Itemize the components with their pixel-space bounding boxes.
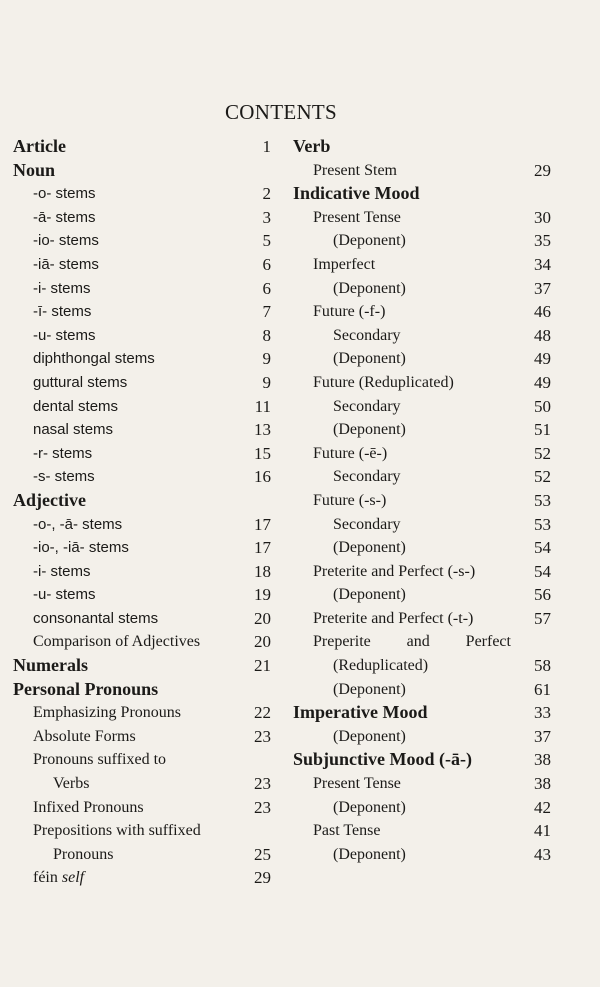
toc-page-number: 6: [262, 254, 271, 274]
toc-entry: [13, 583, 271, 607]
toc-entry-label: Preterite and Perfect (-s-): [313, 562, 476, 580]
toc-entry: [293, 725, 551, 749]
toc-entry-label: Personal Pronouns: [13, 678, 159, 699]
toc-page-number: 9: [262, 372, 271, 392]
toc-entry-label: Past Tense: [313, 822, 381, 840]
toc-heading: [293, 748, 551, 772]
toc-entry-label: -i- stems: [33, 279, 91, 297]
toc-heading: [13, 159, 271, 183]
toc-entry-label: (Deponent): [333, 232, 406, 250]
toc-entry-label: -iā- stems: [33, 255, 99, 273]
toc-page-number: 43: [534, 844, 551, 864]
toc-page-number: 3: [262, 207, 271, 227]
toc-page-number: 53: [534, 490, 551, 510]
toc-page-number: 49: [534, 349, 551, 369]
toc-page-number: 17: [254, 538, 271, 558]
toc-entry: [293, 583, 551, 607]
toc-page-number: 29: [254, 868, 271, 888]
toc-page-number: 7: [262, 302, 271, 322]
toc-entry: [13, 465, 271, 489]
toc-page-number: 58: [534, 656, 551, 676]
toc-entry-label: Pronouns: [53, 845, 114, 863]
toc-heading: [293, 182, 551, 206]
toc-entry-label: Secondary: [333, 515, 401, 533]
toc-entry-label: -io-, -iā- stems: [33, 539, 129, 557]
toc-entry: [13, 418, 271, 442]
toc-page-number: 34: [534, 254, 551, 274]
toc-page-number: 50: [534, 396, 551, 416]
toc-entry-label: Preterite and Perfect (-t-): [313, 609, 474, 627]
toc-entry: [13, 866, 271, 890]
toc-entry: [13, 513, 271, 537]
toc-entry-label: Preperite and Perfect: [313, 633, 511, 651]
toc-entry: [13, 536, 271, 560]
toc-entry-label: féin self: [33, 869, 85, 887]
toc-entry-label: (Deponent): [333, 421, 406, 439]
toc-entry: [293, 229, 551, 253]
toc-entry-label: Article: [13, 136, 66, 156]
toc-entry: [13, 442, 271, 466]
toc-entry-label: Absolute Forms: [33, 727, 136, 745]
toc-entry-label: -io- stems: [33, 232, 99, 250]
toc-page-number: 23: [254, 774, 271, 794]
toc-page-number: 6: [262, 278, 271, 298]
toc-entry-label: -ā- stems: [33, 208, 96, 226]
toc-entry-label: Numerals: [13, 655, 88, 676]
toc-entry-label: diphthongal stems: [33, 350, 155, 368]
toc-entry: [293, 654, 551, 678]
toc-entry: [293, 395, 551, 419]
toc-entry: [13, 300, 271, 324]
toc-entry-label: Future (-f-): [313, 303, 386, 321]
toc-page-number: 52: [534, 443, 551, 463]
toc-entry-label: consonantal stems: [33, 609, 159, 627]
toc-entry: [293, 607, 551, 631]
toc-entry-label: Noun: [13, 159, 56, 180]
toc-entry: [13, 796, 271, 820]
toc-entry-label: Verb: [293, 136, 331, 156]
toc-page-number: 21: [254, 656, 271, 676]
toc-entry: [13, 277, 271, 301]
toc-entry-label: Subjunctive Mood (-ā-): [293, 749, 472, 770]
toc-page-number: 42: [534, 797, 551, 817]
toc-entry-label: (Deponent): [333, 279, 406, 297]
toc-entry-label: (Deponent): [333, 727, 406, 745]
toc-entry: [13, 253, 271, 277]
toc-entry-label: (Deponent): [333, 845, 406, 863]
toc-entry: [13, 371, 271, 395]
toc-page-number: 38: [534, 750, 551, 770]
toc-entry-label: Infixed Pronouns: [33, 798, 144, 816]
toc-entry: [293, 796, 551, 820]
contents-column-left: [13, 135, 271, 890]
toc-entry-label: -s- stems: [33, 468, 95, 486]
toc-page-number: 57: [534, 608, 551, 628]
toc-entry: [293, 277, 551, 301]
toc-entry-label: Future (Reduplicated): [313, 373, 454, 391]
toc-entry-label: Pronouns suffixed to: [33, 751, 167, 769]
toc-entry: [13, 560, 271, 584]
toc-entry: [13, 725, 271, 749]
toc-entry: [293, 206, 551, 230]
toc-page-number: 23: [254, 797, 271, 817]
toc-page-number: 13: [254, 420, 271, 440]
toc-entry: [293, 560, 551, 584]
toc-entry: [13, 607, 271, 631]
toc-heading: [13, 489, 271, 513]
toc-entry: [293, 324, 551, 348]
toc-entry-label: nasal stems: [33, 421, 114, 439]
toc-page-number: 1: [262, 137, 271, 156]
toc-entry: [293, 159, 551, 183]
toc-entry: [293, 513, 551, 537]
toc-page-number: 56: [534, 585, 551, 605]
toc-entry: [13, 843, 271, 867]
toc-page-number: 30: [534, 207, 551, 227]
toc-entry-label: Present Stem: [313, 161, 397, 179]
toc-page-number: 11: [254, 396, 271, 416]
toc-page-number: 53: [534, 514, 551, 534]
toc-page-number: 46: [534, 302, 551, 322]
toc-entry-label: dental stems: [33, 397, 119, 415]
toc-entry-label: Secondary: [333, 468, 401, 486]
toc-entry: [293, 347, 551, 371]
toc-entry: [13, 229, 271, 253]
toc-page-number: 17: [254, 514, 271, 534]
toc-page-number: 5: [262, 231, 271, 251]
toc-entry: [293, 678, 551, 702]
toc-page-number: 54: [534, 538, 551, 558]
toc-entry-label: -u- stems: [33, 586, 96, 604]
toc-entry-label: Emphasizing Pronouns: [33, 704, 181, 722]
toc-page-number: 18: [254, 561, 271, 581]
toc-entry-label: Imperfect: [313, 255, 376, 273]
toc-page-number: 48: [534, 325, 551, 345]
toc-entry: [13, 701, 271, 725]
toc-entry-label: Secondary: [333, 397, 401, 415]
toc-heading: [13, 678, 271, 702]
toc-entry: [293, 465, 551, 489]
toc-entry-label: -i- stems: [33, 562, 91, 580]
toc-heading: [13, 654, 271, 678]
toc-entry: [293, 371, 551, 395]
toc-entry: [293, 300, 551, 324]
toc-page-number: 16: [254, 467, 271, 487]
toc-entry: [13, 206, 271, 230]
toc-page-number: 15: [254, 443, 271, 463]
toc-page-number: 2: [262, 184, 271, 204]
toc-page-number: 37: [534, 278, 551, 298]
page-title: CONTENTS: [224, 100, 338, 124]
toc-entry: [293, 772, 551, 796]
toc-page-number: 41: [534, 821, 551, 841]
toc-entry: [13, 347, 271, 371]
toc-entry-label: Present Tense: [313, 208, 401, 226]
toc-entry-label: Adjective: [13, 489, 86, 510]
toc-page-number: 25: [254, 844, 271, 864]
toc-page-number: 20: [254, 608, 271, 628]
toc-entry: [13, 772, 271, 796]
toc-entry: [293, 489, 551, 513]
toc-page-number: 54: [534, 561, 551, 581]
toc-page-number: 33: [534, 703, 551, 723]
toc-entry: [293, 536, 551, 560]
toc-page-number: 52: [534, 467, 551, 487]
toc-entry-label: guttural stems: [33, 373, 128, 391]
toc-entry: [13, 819, 271, 843]
toc-entry: [293, 819, 551, 843]
toc-entry: [293, 442, 551, 466]
toc-entry-label: Present Tense: [313, 775, 401, 793]
toc-page-number: 8: [262, 325, 271, 345]
toc-page-number: 23: [254, 726, 271, 746]
toc-heading: [293, 135, 551, 159]
toc-page-number: 61: [534, 679, 551, 699]
toc-heading: [13, 135, 271, 159]
toc-entry: [13, 395, 271, 419]
toc-page-number: 19: [254, 585, 271, 605]
toc-entry-label: Prepositions with suffixed: [33, 822, 201, 840]
toc-entry-label: Comparison of Adjectives: [33, 633, 201, 651]
toc-entry-label: (Deponent): [333, 586, 406, 604]
toc-page-number: 29: [534, 160, 551, 180]
toc-entry: [13, 324, 271, 348]
toc-heading: [293, 701, 551, 725]
toc-page-number: 22: [254, 703, 271, 723]
toc-page-number: 35: [534, 231, 551, 251]
contents-column-right: [293, 135, 551, 866]
toc-entry-label: (Deponent): [333, 539, 406, 557]
toc-entry-label: Indicative Mood: [293, 183, 420, 204]
toc-entry-label: (Deponent): [333, 350, 406, 368]
toc-entry: [13, 630, 271, 654]
toc-entry-label: (Reduplicated): [333, 657, 429, 675]
toc-page-number: 37: [534, 726, 551, 746]
toc-page-number: 9: [262, 349, 271, 369]
toc-page-number: 49: [534, 372, 551, 392]
toc-entry: [293, 253, 551, 277]
toc-entry-label: Future (-s-): [313, 491, 387, 509]
toc-entry: [293, 418, 551, 442]
toc-entry-label: Secondary: [333, 326, 401, 344]
toc-entry: [293, 630, 511, 654]
toc-entry: [293, 843, 551, 867]
toc-page-number: 20: [254, 632, 271, 652]
toc-entry-label: Verbs: [53, 775, 90, 793]
toc-entry-label: (Deponent): [333, 680, 406, 698]
toc-entry-label: -r- stems: [33, 444, 93, 462]
toc-entry-label: Future (-ē-): [313, 444, 388, 462]
toc-entry-label: -u- stems: [33, 326, 96, 344]
toc-page-number: 38: [534, 774, 551, 794]
toc-entry: [13, 748, 271, 772]
toc-entry-label: (Deponent): [333, 798, 406, 816]
toc-entry-label: Imperative Mood: [293, 702, 428, 723]
toc-entry: [13, 182, 271, 206]
toc-entry-label: -o-, -ā- stems: [33, 515, 123, 533]
toc-page-number: 51: [534, 420, 551, 440]
toc-entry-label: -o- stems: [33, 185, 96, 203]
toc-entry-label: -ī- stems: [33, 303, 92, 321]
